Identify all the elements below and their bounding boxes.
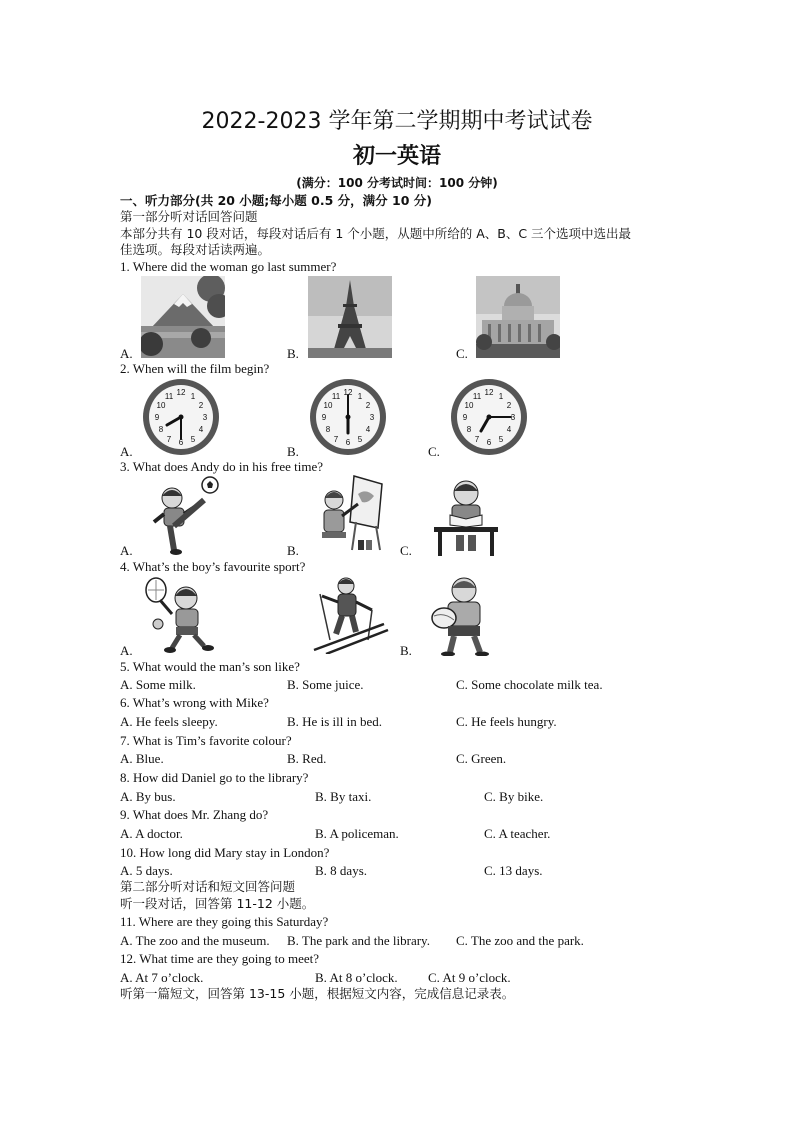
question-10: 10. How long did Mary stay in London? (120, 845, 330, 860)
svg-text:8: 8 (466, 425, 472, 434)
q5-option-b[interactable]: B. Some juice. (287, 677, 364, 692)
boy-painting[interactable] (318, 474, 390, 554)
section1-title: 第一部分听对话回答问题 (120, 209, 258, 224)
svg-text:4: 4 (365, 425, 371, 434)
q3-option-b[interactable]: B. (287, 543, 299, 558)
svg-text:2: 2 (506, 401, 512, 410)
svg-text:12: 12 (484, 388, 494, 397)
q7-option-b[interactable]: B. Red. (287, 751, 327, 766)
q4-option-b[interactable]: B. (400, 643, 412, 658)
svg-text:2: 2 (198, 401, 204, 410)
q6-option-b[interactable]: B. He is ill in bed. (287, 714, 382, 729)
svg-text:11: 11 (164, 392, 174, 401)
svg-text:3: 3 (369, 413, 375, 422)
q11-option-b[interactable]: B. The park and the library. (287, 933, 430, 948)
question-1: 1. Where did the woman go last summer? (120, 259, 337, 274)
q4-option-a[interactable]: A. (120, 643, 133, 658)
svg-text:8: 8 (325, 425, 331, 434)
boy-playing-volleyball[interactable] (422, 576, 500, 656)
svg-text:6: 6 (345, 438, 351, 447)
svg-text:9: 9 (154, 413, 160, 422)
section2-intro2: 听第一篇短文，回答第 13-15 小题，根据短文内容，完成信息记录表。 (120, 986, 515, 1001)
svg-text:7: 7 (333, 435, 339, 444)
question-3: 3. What does Andy do in his free time? (120, 459, 324, 474)
q11-option-c[interactable]: C. The zoo and the park. (456, 933, 584, 948)
question-5: 5. What would the man’s son like? (120, 659, 300, 674)
svg-text:4: 4 (506, 425, 512, 434)
svg-text:5: 5 (190, 435, 196, 444)
q12-option-b[interactable]: B. At 8 o’clock. (315, 970, 398, 985)
q10-option-a[interactable]: A. 5 days. (120, 863, 173, 878)
q5-option-c[interactable]: C. Some chocolate milk tea. (456, 677, 603, 692)
q9-option-c[interactable]: C. A teacher. (484, 826, 551, 841)
svg-text:7: 7 (166, 435, 172, 444)
q11-option-a[interactable]: A. The zoo and the museum. (120, 933, 270, 948)
clock-7-15-icon[interactable] (449, 377, 529, 457)
svg-text:10: 10 (156, 401, 166, 410)
q9-option-a[interactable]: A. A doctor. (120, 826, 183, 841)
q8-option-a[interactable]: A. By bus. (120, 789, 176, 804)
question-2: 2. When will the film begin? (120, 361, 270, 376)
svg-text:12: 12 (343, 388, 353, 397)
question-8: 8. How did Daniel go to the library? (120, 770, 309, 785)
instructions-line1: 本部分共有 10 段对话，每段对话后有 1 个小题，从题中所给的 A、B、C 三个选项中选出最 (120, 226, 632, 241)
q1-option-b[interactable]: B. (287, 346, 299, 361)
q12-option-c[interactable]: C. At 9 o’clock. (428, 970, 511, 985)
svg-text:11: 11 (472, 392, 482, 401)
capitol-building-photo[interactable] (476, 276, 560, 358)
q7-option-a[interactable]: A. Blue. (120, 751, 164, 766)
section2-intro1: 听一段对话，回答第 11-12 小题。 (120, 896, 315, 911)
q6-option-c[interactable]: C. He feels hungry. (456, 714, 557, 729)
svg-text:11: 11 (331, 392, 341, 401)
q3-option-a[interactable]: A. (120, 543, 133, 558)
q2-option-b[interactable]: B. (287, 444, 299, 459)
question-9: 9. What does Mr. Zhang do? (120, 807, 269, 822)
svg-text:1: 1 (357, 392, 363, 401)
svg-text:12: 12 (176, 388, 186, 397)
q2-option-a[interactable]: A. (120, 444, 133, 459)
q12-option-a[interactable]: A. At 7 o’clock. (120, 970, 204, 985)
q3-option-c[interactable]: C. (400, 543, 412, 558)
part1-heading: 一、听力部分(共 20 小题;每小题 0.5 分，满分 10 分) (120, 193, 432, 208)
svg-text:5: 5 (498, 435, 504, 444)
svg-text:6: 6 (178, 438, 184, 447)
svg-text:1: 1 (498, 392, 504, 401)
q1-option-a[interactable]: A. (120, 346, 133, 361)
subject-title: 初一英语 (352, 144, 441, 169)
eiffel-tower-photo[interactable] (308, 276, 392, 358)
question-11: 11. Where are they going this Saturday? (120, 914, 329, 929)
mount-fuji-photo[interactable] (141, 276, 225, 358)
clock-8-30-icon[interactable] (141, 377, 221, 457)
svg-text:3: 3 (510, 413, 516, 422)
svg-text:8: 8 (158, 425, 164, 434)
question-12: 12. What time are they going to meet? (120, 951, 320, 966)
question-4: 4. What’s the boy’s favourite sport? (120, 559, 306, 574)
q10-option-c[interactable]: C. 13 days. (484, 863, 543, 878)
exam-title: 2022-2023 学年第二学期期中考试试卷 (201, 109, 593, 134)
svg-text:9: 9 (462, 413, 468, 422)
svg-text:10: 10 (464, 401, 474, 410)
q2-option-c[interactable]: C. (428, 444, 440, 459)
svg-text:4: 4 (198, 425, 204, 434)
section2-title: 第二部分听对话和短文回答问题 (120, 879, 296, 894)
q10-option-b[interactable]: B. 8 days. (315, 863, 367, 878)
svg-text:10: 10 (323, 401, 333, 410)
clock-6-00-icon[interactable] (308, 377, 388, 457)
boy-reading-at-desk[interactable] (430, 477, 502, 557)
q8-option-c[interactable]: C. By bike. (484, 789, 544, 804)
q6-option-a[interactable]: A. He feels sleepy. (120, 714, 218, 729)
q8-option-b[interactable]: B. By taxi. (315, 789, 372, 804)
q5-option-a[interactable]: A. Some milk. (120, 677, 196, 692)
exam-meta: (满分：100 分考试时间：100 分钟) (296, 176, 498, 190)
q1-option-c[interactable]: C. (456, 346, 468, 361)
boy-playing-tennis[interactable] (142, 576, 224, 654)
svg-text:6: 6 (486, 438, 492, 447)
svg-text:5: 5 (357, 435, 363, 444)
person-skiing[interactable] (312, 574, 390, 654)
svg-text:2: 2 (365, 401, 371, 410)
svg-text:3: 3 (202, 413, 208, 422)
question-6: 6. What’s wrong with Mike? (120, 695, 269, 710)
q7-option-c[interactable]: C. Green. (456, 751, 507, 766)
q9-option-b[interactable]: B. A policeman. (315, 826, 399, 841)
boy-playing-football[interactable] (152, 476, 224, 556)
svg-text:9: 9 (321, 413, 327, 422)
svg-text:1: 1 (190, 392, 196, 401)
svg-text:7: 7 (474, 435, 480, 444)
instructions-line2: 佳选项。每段对话读两遍。 (120, 242, 271, 257)
question-7: 7. What is Tim’s favorite colour? (120, 733, 292, 748)
